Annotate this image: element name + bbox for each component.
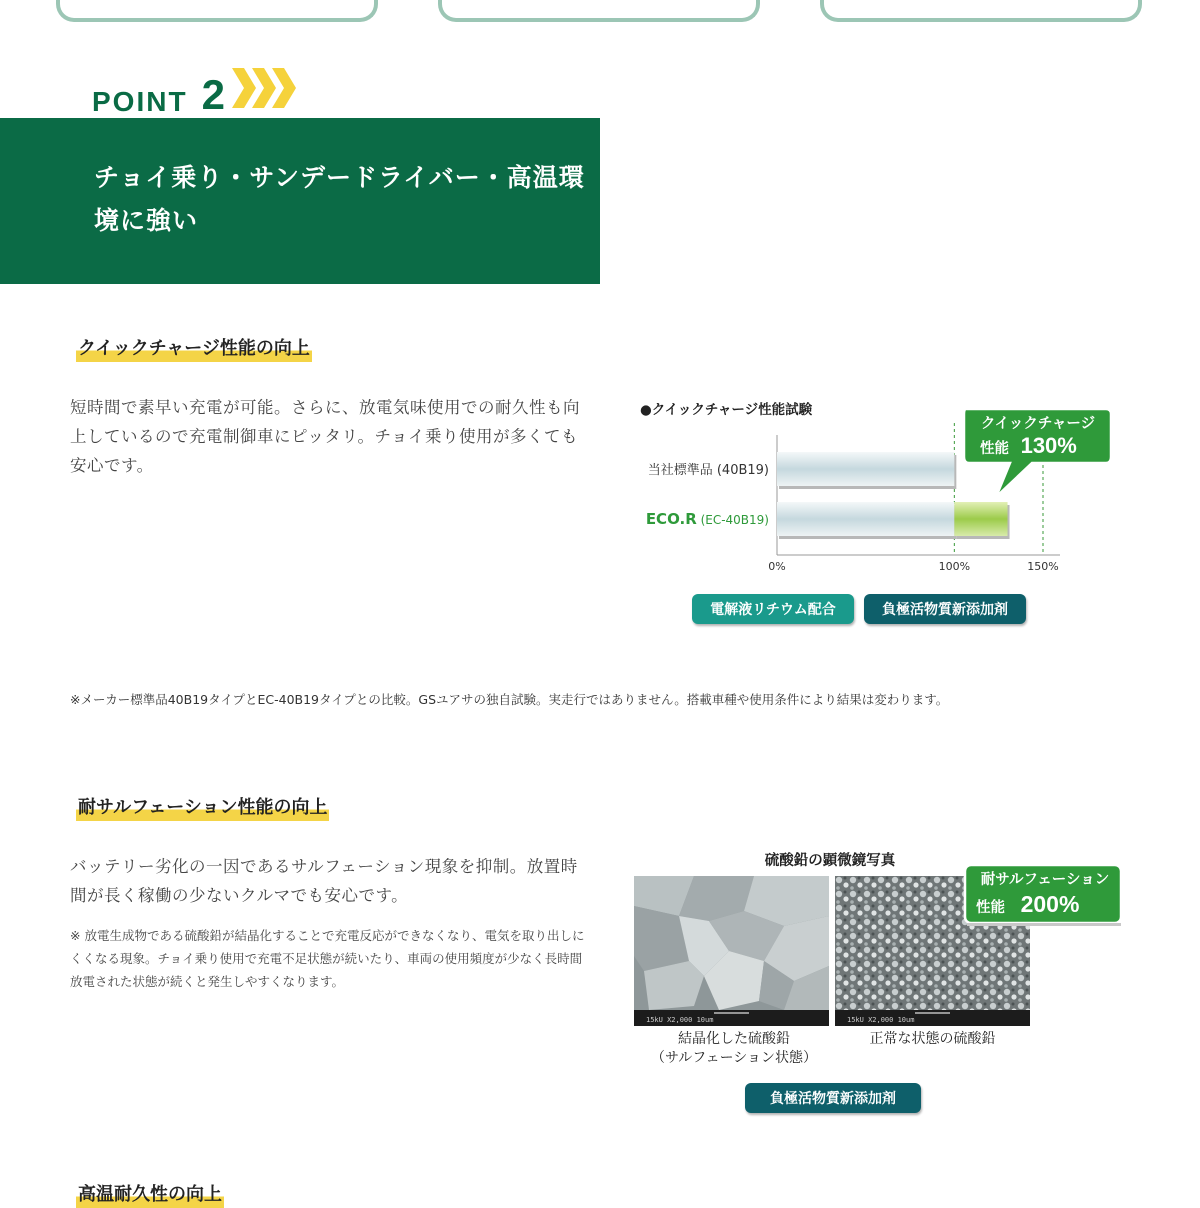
point-word: POINT — [92, 86, 188, 117]
bar-extra-1 — [954, 502, 1007, 536]
category-label-main-0: 当社標準品 (40B19) — [647, 463, 769, 478]
tick-label-0: 0% — [768, 560, 786, 573]
point-number: 2 — [201, 71, 225, 118]
section-body-quick-charge: 短時間で素早い充電が可能。さらに、放電気味使用での耐久性も向上しているので充電制御車にピッタリ。チョイ乗り使用が多くても安心です。 — [70, 398, 580, 475]
callout2-line-1: 耐サルフェーション — [980, 872, 1110, 888]
micrograph-scale-right: 15kU X2,000 10um — [847, 1016, 915, 1024]
callout-value: 130% — [1020, 433, 1077, 458]
section-note-anti-sulfation: ※ 放電生成物である硫酸鉛が結晶化することで充電反応ができなくなり、電気を取り出しにくくなる現象。チョイ乗り使用で充電不足状態が続いたり、車両の使用頻度が少なく長時間放電された状態が続くと発生しやすくなります。 — [70, 928, 585, 989]
section-title-quick-charge: クイックチャージ性能の向上 — [76, 336, 312, 362]
headline-line-1: チョイ乗り・サンデードライバー・高温環 — [94, 163, 585, 192]
anti-sulfation-callout — [970, 868, 1120, 920]
badge-negative-additive-2: 負極活物質新添加剤 — [745, 1083, 921, 1113]
micrograph-right-caption: 正常な状態の硫酸鉛 — [869, 1031, 996, 1047]
top-card-2[interactable] — [438, 0, 760, 22]
headline-title — [94, 156, 594, 242]
section-body-anti-sulfation: バッテリー劣化の一因であるサルフェーション現象を抑制。放置時間が長く稼働の少ないクルマでも安心です。 — [70, 857, 578, 905]
tick-label-150: 150% — [1027, 560, 1059, 573]
headline-line-2: 境に強い — [94, 206, 199, 235]
micrograph-sulfated-image — [634, 876, 829, 1026]
chart-title: ●クイックチャージ性能試験 — [640, 402, 813, 418]
micrograph-title: 硫酸鉛の顕微鏡写真 — [764, 853, 896, 869]
micrograph-left-caption — [634, 1030, 834, 1068]
footnote: ※メーカー標準品40B19タイプとEC-40B19タイプとの比較。GSユアサの独自試験。実走行ではありません。搭載車種や使用条件により結果は変わります。 — [70, 692, 949, 707]
left-caption-line-2: （サルフェーション状態） — [650, 1050, 818, 1066]
quick-charge-callout — [968, 413, 1108, 460]
callout-label: 性能 — [980, 441, 1009, 457]
left-caption-line-1: 結晶化した硫酸鉛 — [678, 1031, 790, 1047]
badge-lithium-electrolyte: 電解液リチウム配合 — [692, 594, 854, 624]
bar-base-0 — [777, 452, 954, 486]
category-label-main-1: ECO.R — [645, 510, 697, 528]
category-label-1 — [646, 510, 769, 528]
point-heading — [92, 66, 225, 116]
callout2-value: 200% — [1020, 891, 1080, 917]
tick-label-100: 100% — [938, 560, 971, 573]
callout-line-1: クイックチャージ — [980, 416, 1096, 432]
micrograph-scale-left: 15kU X2,000 10um — [646, 1016, 714, 1024]
section-title-high-temp: 高温耐久性の向上 — [76, 1182, 224, 1208]
top-card-3[interactable] — [820, 0, 1142, 22]
bar-base-1 — [777, 502, 954, 536]
chevron-arrows-icon — [230, 66, 300, 110]
section-title-anti-sulfation: 耐サルフェーション性能の向上 — [76, 795, 329, 821]
top-card-1[interactable] — [56, 0, 378, 22]
category-label-sub-1: (EC-40B19) — [696, 513, 769, 527]
callout2-label: 性能 — [976, 900, 1005, 916]
category-label-0 — [648, 462, 769, 478]
badge-negative-additive: 負極活物質新添加剤 — [864, 594, 1026, 624]
